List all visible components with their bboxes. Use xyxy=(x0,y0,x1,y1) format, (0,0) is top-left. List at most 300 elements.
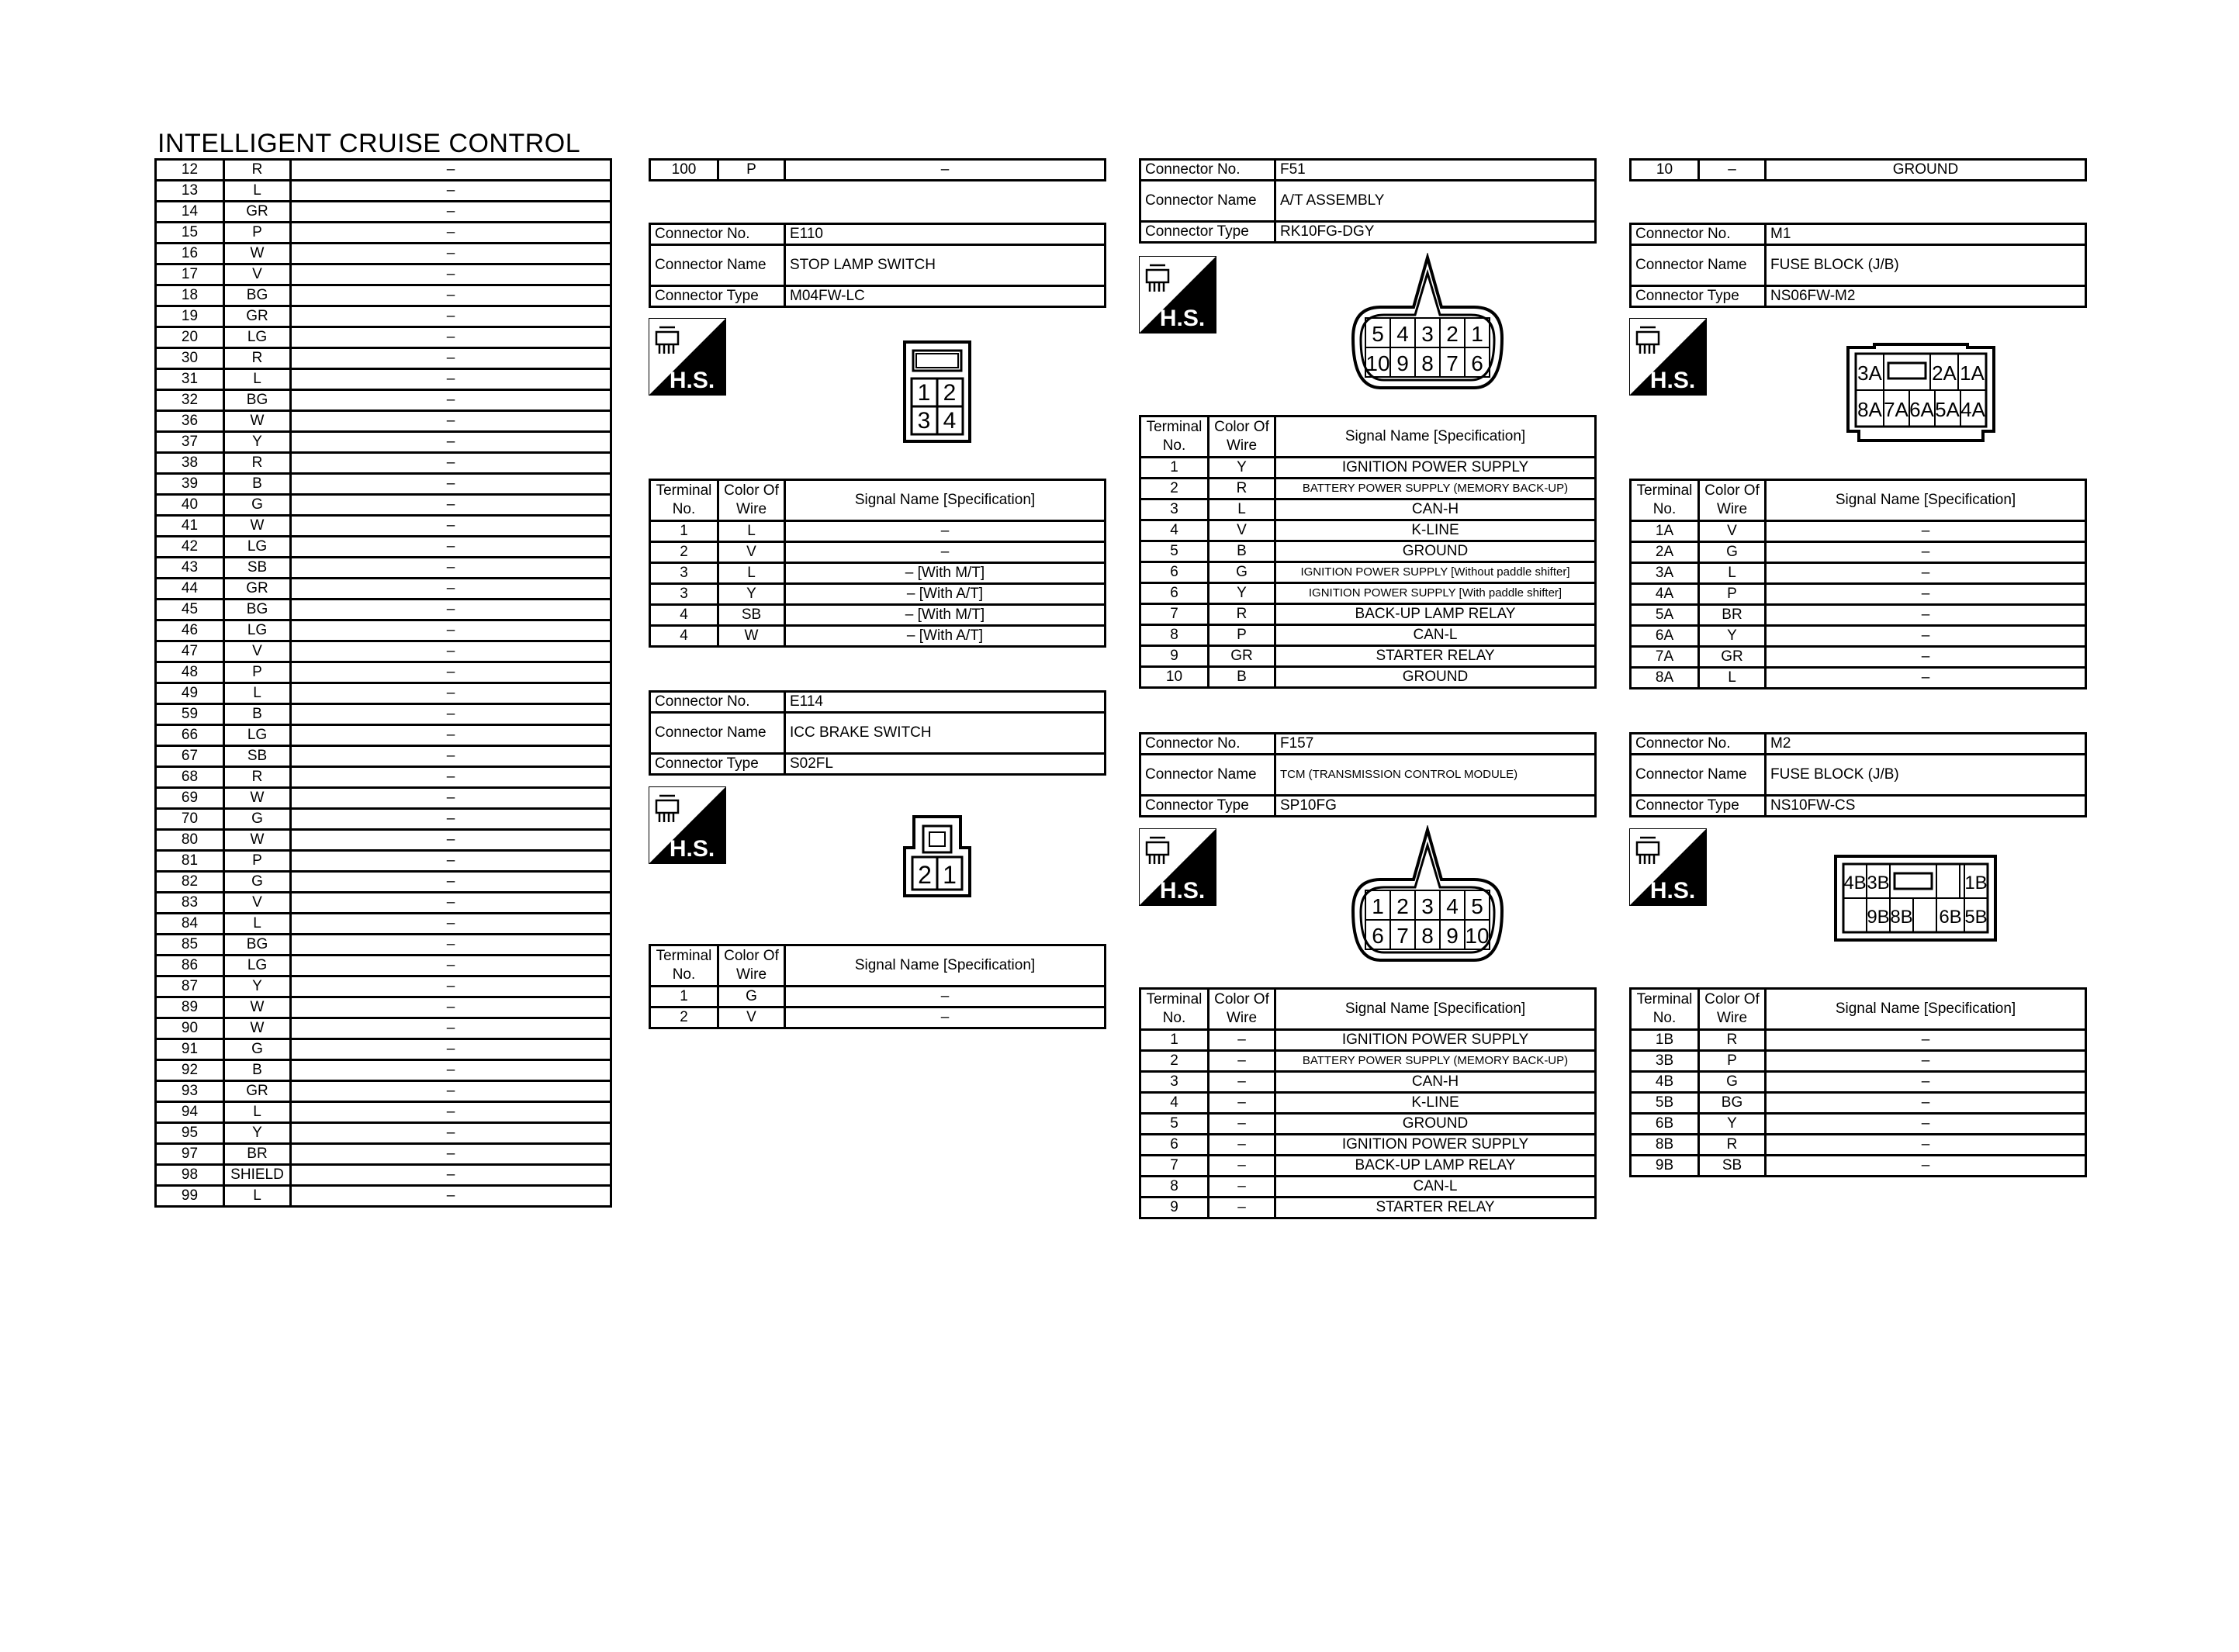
connector-name-value: STOP LAMP SWITCH xyxy=(785,245,1106,286)
signal-name: – xyxy=(785,521,1106,542)
terminal-no: 3B xyxy=(1631,1051,1699,1072)
terminal-no: 4B xyxy=(1631,1072,1699,1093)
signal-name: – xyxy=(291,453,611,474)
signal-name: STARTER RELAY xyxy=(1275,1198,1596,1218)
table-row xyxy=(156,976,611,997)
pin-label: 3B xyxy=(1867,873,1890,893)
wire-color: – xyxy=(1209,1198,1275,1218)
table-row xyxy=(156,327,611,348)
wire-color: GR xyxy=(224,202,291,223)
terminal-no: 6 xyxy=(1140,562,1209,583)
signal-name: – xyxy=(1766,542,2086,563)
signal-name-header: Signal Name [Specification] xyxy=(1766,480,2086,521)
svg-text:H.S.: H.S. xyxy=(1159,306,1206,331)
signal-name: – xyxy=(291,579,611,600)
signal-name: IGNITION POWER SUPPLY xyxy=(1275,1030,1596,1051)
table-row xyxy=(1631,1093,2086,1114)
signal-name: – xyxy=(1766,1072,2086,1093)
terminal-no: 10 xyxy=(1140,667,1209,688)
connector-name-label: Connector Name xyxy=(1140,755,1275,796)
pin-label: 6 xyxy=(1471,351,1483,375)
pin-label: 9B xyxy=(1867,907,1890,928)
signal-name-header: Signal Name [Specification] xyxy=(785,945,1106,987)
wire-color: L xyxy=(1699,668,1766,689)
signal-name: – xyxy=(291,181,611,202)
terminal-no: 7 xyxy=(1140,604,1209,625)
signal-name: – [With A/T] xyxy=(785,626,1106,647)
terminal-no: 1 xyxy=(650,987,718,1007)
signal-name: IGNITION POWER SUPPLY xyxy=(1275,1135,1596,1156)
signal-name: – xyxy=(291,725,611,746)
pin-label: 3 xyxy=(917,408,931,434)
table-row xyxy=(1140,479,1596,499)
connector-type-label: Connector Type xyxy=(1631,796,1766,817)
terminal-no: 3 xyxy=(650,584,718,605)
wire-color: G xyxy=(718,987,785,1007)
signal-name: – xyxy=(291,600,611,620)
terminal-no: 86 xyxy=(156,956,224,976)
table-row xyxy=(1631,605,2086,626)
signal-name: – xyxy=(291,264,611,285)
pin-label: 4 xyxy=(1446,894,1459,918)
table-row xyxy=(650,563,1106,584)
table-row xyxy=(1140,646,1596,667)
wire-color: B xyxy=(1209,541,1275,562)
svg-text:H.S.: H.S. xyxy=(1649,368,1696,393)
terminal-no: 1B xyxy=(1631,1030,1699,1051)
table-row xyxy=(156,767,611,788)
wire-color: GR xyxy=(1209,646,1275,667)
terminal-no: 5A xyxy=(1631,605,1699,626)
pin-label: 9 xyxy=(1396,351,1409,375)
wire-color: W xyxy=(718,626,785,647)
wire-color: Y xyxy=(718,584,785,605)
wire-color: L xyxy=(718,563,785,584)
wire-color: L xyxy=(224,1186,291,1207)
signal-name: IGNITION POWER SUPPLY xyxy=(1275,458,1596,479)
terminal-no: 3A xyxy=(1631,563,1699,584)
wire-color: LG xyxy=(224,956,291,976)
pin-label: 10 xyxy=(1465,924,1490,948)
terminal-no: 4 xyxy=(650,626,718,647)
table-row xyxy=(156,264,611,285)
m2-info-table xyxy=(1629,732,2087,817)
table-row xyxy=(156,181,611,202)
table-row xyxy=(1631,626,2086,647)
wire-color: L xyxy=(224,181,291,202)
signal-name: K-LINE xyxy=(1275,520,1596,541)
table-row xyxy=(156,746,611,767)
table-row xyxy=(156,285,611,306)
terminal-no: 30 xyxy=(156,348,224,369)
table-row xyxy=(650,160,1106,181)
pin-label: 8 xyxy=(1421,351,1434,375)
table-row xyxy=(1140,562,1596,583)
table-row xyxy=(1631,1135,2086,1156)
terminal-no-header: Terminal No. xyxy=(650,945,718,987)
wire-color: BG xyxy=(224,390,291,411)
signal-name: – xyxy=(785,542,1106,563)
terminal-no: 4 xyxy=(1140,1093,1209,1114)
terminal-no: 8 xyxy=(1140,1177,1209,1198)
terminal-no: 38 xyxy=(156,453,224,474)
signal-name: – xyxy=(291,893,611,914)
table-row xyxy=(156,935,611,956)
pin-label: 4 xyxy=(943,408,957,434)
terminal-no: 37 xyxy=(156,432,224,453)
f157-info-table xyxy=(1139,732,1597,817)
terminal-no: 89 xyxy=(156,997,224,1018)
pin-label: 1 xyxy=(943,861,957,889)
wire-color: G xyxy=(224,809,291,830)
wire-color: GR xyxy=(224,1081,291,1102)
signal-name: – xyxy=(1766,1135,2086,1156)
signal-name: – xyxy=(291,976,611,997)
hs-harness-side-icon xyxy=(1139,256,1216,334)
signal-name: – xyxy=(291,704,611,725)
terminal-no: 2 xyxy=(650,1007,718,1028)
e114-connector-diagram xyxy=(901,812,973,903)
wire-color: G xyxy=(224,495,291,516)
terminal-no: 19 xyxy=(156,306,224,327)
table-row xyxy=(156,893,611,914)
wire-color: LG xyxy=(224,327,291,348)
table-row xyxy=(156,1186,611,1207)
wire-color: Y xyxy=(1209,458,1275,479)
wire-color: BG xyxy=(1699,1093,1766,1114)
signal-name: – xyxy=(291,369,611,390)
connector-type-value: SP10FG xyxy=(1275,796,1596,817)
wire-color: W xyxy=(224,1018,291,1039)
table-row xyxy=(1631,647,2086,668)
table-row xyxy=(156,851,611,872)
signal-name: – xyxy=(291,516,611,537)
wire-color: BR xyxy=(224,1144,291,1165)
page-title: INTELLIGENT CRUISE CONTROL xyxy=(157,129,581,158)
pin-label: 8 xyxy=(1421,924,1434,948)
color-of-wire-header: Color Of Wire xyxy=(1699,480,1766,521)
table-row xyxy=(156,306,611,327)
connector-type-value: RK10FG-DGY xyxy=(1275,222,1596,243)
table-row xyxy=(1140,1198,1596,1218)
connector-type-label: Connector Type xyxy=(650,286,785,307)
terminal-no: 4A xyxy=(1631,584,1699,605)
connector-no-value: E110 xyxy=(785,224,1106,245)
wire-color: R xyxy=(1209,479,1275,499)
signal-name: GROUND xyxy=(1275,667,1596,688)
terminal-no: 70 xyxy=(156,809,224,830)
wire-color: W xyxy=(224,411,291,432)
wire-color: BG xyxy=(224,285,291,306)
svg-text:H.S.: H.S. xyxy=(669,836,715,862)
signal-name: – xyxy=(291,327,611,348)
terminal-no: 14 xyxy=(156,202,224,223)
terminal-no: 9 xyxy=(1140,646,1209,667)
wire-color: L xyxy=(224,914,291,935)
signal-name: IGNITION POWER SUPPLY [Without paddle shifter] xyxy=(1275,562,1596,583)
color-of-wire-header: Color Of Wire xyxy=(718,945,785,987)
signal-name: – xyxy=(291,851,611,872)
table-row xyxy=(1631,1114,2086,1135)
wire-color: GR xyxy=(224,579,291,600)
wire-color: – xyxy=(1209,1051,1275,1072)
signal-name: – xyxy=(291,160,611,181)
table-row xyxy=(1140,1114,1596,1135)
table-row xyxy=(1140,458,1596,479)
pin-label: 7A xyxy=(1884,398,1909,421)
wire-color: P xyxy=(1699,1051,1766,1072)
signal-name: – xyxy=(291,244,611,264)
signal-name: – xyxy=(291,1186,611,1207)
color-of-wire-header: Color Of Wire xyxy=(1209,416,1275,458)
connector-name-value: TCM (TRANSMISSION CONTROL MODULE) xyxy=(1275,755,1596,796)
wire-color: LG xyxy=(224,725,291,746)
signal-name: – xyxy=(291,662,611,683)
terminal-no: 7A xyxy=(1631,647,1699,668)
wire-color: V xyxy=(224,264,291,285)
wire-color: L xyxy=(1699,563,1766,584)
signal-name: – xyxy=(291,537,611,558)
table-row xyxy=(1140,1177,1596,1198)
table-row xyxy=(156,725,611,746)
f51-info-table xyxy=(1139,158,1597,244)
terminal-no: 17 xyxy=(156,264,224,285)
table-row xyxy=(1631,1156,2086,1177)
table-row xyxy=(156,579,611,600)
connector-name-label: Connector Name xyxy=(650,713,785,754)
signal-name: – xyxy=(1766,1156,2086,1177)
signal-name: – xyxy=(291,809,611,830)
terminal-no: 15 xyxy=(156,223,224,244)
table-row xyxy=(1631,1072,2086,1093)
table-row xyxy=(650,521,1106,542)
table-row xyxy=(156,1039,611,1060)
wire-color: P xyxy=(718,160,785,181)
wire-color: R xyxy=(1699,1030,1766,1051)
connector-no-value: M2 xyxy=(1766,734,2086,755)
terminal-no: 93 xyxy=(156,1081,224,1102)
pin-label: 6B xyxy=(1939,907,1962,928)
wire-color: BG xyxy=(224,935,291,956)
table-row xyxy=(156,662,611,683)
wire-color: B xyxy=(224,474,291,495)
table-row xyxy=(156,390,611,411)
table-row xyxy=(1631,521,2086,542)
signal-name: – xyxy=(291,348,611,369)
m1-terminal-table xyxy=(1629,479,2087,689)
connector-name-label: Connector Name xyxy=(650,245,785,286)
terminal-no-header: Terminal No. xyxy=(1631,480,1699,521)
signal-name: – xyxy=(291,432,611,453)
pin-label: 9 xyxy=(1446,924,1459,948)
terminal-no: 97 xyxy=(156,1144,224,1165)
terminal-no: 40 xyxy=(156,495,224,516)
pin-label: 5B xyxy=(1964,907,1988,928)
signal-name-header: Signal Name [Specification] xyxy=(1275,416,1596,458)
wire-color: GR xyxy=(224,306,291,327)
signal-name-header: Signal Name [Specification] xyxy=(1275,989,1596,1030)
wire-color: – xyxy=(1209,1135,1275,1156)
table-row xyxy=(156,997,611,1018)
terminal-no: 69 xyxy=(156,788,224,809)
connector-type-label: Connector Type xyxy=(1140,222,1275,243)
signal-name: BACK-UP LAMP RELAY xyxy=(1275,604,1596,625)
table-row xyxy=(156,956,611,976)
signal-name: GROUND xyxy=(1275,1114,1596,1135)
wire-color: L xyxy=(224,1102,291,1123)
connector-type-value: NS06FW-M2 xyxy=(1766,286,2086,307)
wire-color: G xyxy=(224,1039,291,1060)
signal-name: BATTERY POWER SUPPLY (MEMORY BACK-UP) xyxy=(1275,1051,1596,1072)
signal-name: – xyxy=(291,223,611,244)
wire-color: B xyxy=(1209,667,1275,688)
hs-harness-side-icon xyxy=(649,786,726,864)
table-row xyxy=(156,872,611,893)
terminal-no: 4 xyxy=(1140,520,1209,541)
signal-name: – xyxy=(291,767,611,788)
signal-name: CAN-H xyxy=(1275,1072,1596,1093)
wire-color: – xyxy=(1699,160,1766,181)
connector-no-value: F51 xyxy=(1275,160,1596,181)
signal-name: – xyxy=(291,390,611,411)
table-row xyxy=(156,1144,611,1165)
wire-color: SB xyxy=(1699,1156,1766,1177)
terminal-no: 5 xyxy=(1140,541,1209,562)
col1-terminal-table xyxy=(154,158,612,1208)
table-row xyxy=(1140,1072,1596,1093)
e114-info-table xyxy=(649,690,1106,776)
pin-label: 8A xyxy=(1857,398,1882,421)
connector-type-label: Connector Type xyxy=(1631,286,1766,307)
terminal-no: 47 xyxy=(156,641,224,662)
wire-color: G xyxy=(224,872,291,893)
terminal-no: 46 xyxy=(156,620,224,641)
signal-name: – xyxy=(1766,563,2086,584)
svg-text:H.S.: H.S. xyxy=(669,368,715,393)
signal-name: STARTER RELAY xyxy=(1275,646,1596,667)
table-row xyxy=(1140,667,1596,688)
connector-no-value: F157 xyxy=(1275,734,1596,755)
signal-name: – xyxy=(291,746,611,767)
table-row xyxy=(1631,563,2086,584)
terminal-no: 98 xyxy=(156,1165,224,1186)
f51-terminal-table xyxy=(1139,415,1597,689)
pin-label: 2 xyxy=(1396,894,1409,918)
wire-color: – xyxy=(1209,1156,1275,1177)
terminal-no: 80 xyxy=(156,830,224,851)
signal-name: CAN-L xyxy=(1275,1177,1596,1198)
wire-color: Y xyxy=(1699,626,1766,647)
terminal-no: 67 xyxy=(156,746,224,767)
pin-label: 1B xyxy=(1964,873,1988,893)
pin-label: 5A xyxy=(1935,398,1960,421)
table-row xyxy=(156,830,611,851)
col4-top-table xyxy=(1629,158,2087,181)
hs-harness-side-icon xyxy=(1629,828,1707,906)
table-row xyxy=(156,411,611,432)
table-row xyxy=(1140,520,1596,541)
wire-color: Y xyxy=(224,1123,291,1144)
signal-name: – xyxy=(785,987,1106,1007)
table-row xyxy=(156,1123,611,1144)
wire-color: R xyxy=(224,160,291,181)
terminal-no-header: Terminal No. xyxy=(650,480,718,521)
color-of-wire-header: Color Of Wire xyxy=(718,480,785,521)
pin-label: 2A xyxy=(1932,361,1957,385)
signal-name: – xyxy=(291,683,611,704)
table-row xyxy=(1140,499,1596,520)
wire-color: – xyxy=(1209,1114,1275,1135)
terminal-no: 6 xyxy=(1140,583,1209,604)
wire-color: Y xyxy=(1209,583,1275,604)
wire-color: V xyxy=(224,893,291,914)
terminal-no: 3 xyxy=(1140,499,1209,520)
terminal-no: 36 xyxy=(156,411,224,432)
table-row xyxy=(156,600,611,620)
table-row xyxy=(650,584,1106,605)
signal-name: BATTERY POWER SUPPLY (MEMORY BACK-UP) xyxy=(1275,479,1596,499)
terminal-no: 2 xyxy=(1140,1051,1209,1072)
terminal-no: 68 xyxy=(156,767,224,788)
wire-color: G xyxy=(1209,562,1275,583)
wire-color: L xyxy=(224,683,291,704)
pin-label: 2 xyxy=(1446,322,1459,346)
signal-name: – xyxy=(1766,647,2086,668)
terminal-no: 4 xyxy=(650,605,718,626)
pin-label: 3A xyxy=(1857,361,1882,385)
table-row xyxy=(156,914,611,935)
table-row xyxy=(1140,1030,1596,1051)
signal-name: – xyxy=(291,872,611,893)
wire-color: G xyxy=(1699,542,1766,563)
connector-name-label: Connector Name xyxy=(1631,245,1766,286)
table-row xyxy=(156,474,611,495)
svg-text:H.S.: H.S. xyxy=(1649,878,1696,904)
pin-label: 1 xyxy=(1372,894,1384,918)
hs-harness-side-icon xyxy=(1139,828,1216,906)
wire-color: B xyxy=(224,704,291,725)
pin-label: 7 xyxy=(1396,924,1409,948)
m2-connector-diagram xyxy=(1832,853,1998,947)
connector-name-label: Connector Name xyxy=(1140,181,1275,222)
wire-color: L xyxy=(224,369,291,390)
terminal-no: 9 xyxy=(1140,1198,1209,1218)
terminal-no: 1A xyxy=(1631,521,1699,542)
m1-connector-diagram xyxy=(1845,341,1997,448)
pin-label: 2 xyxy=(943,380,957,406)
wire-color: Y xyxy=(1699,1114,1766,1135)
table-row xyxy=(156,516,611,537)
col2-top-table xyxy=(649,158,1106,181)
pin-label: 4 xyxy=(1396,322,1409,346)
connector-type-value: NS10FW-CS xyxy=(1766,796,2086,817)
table-row xyxy=(156,223,611,244)
table-row xyxy=(156,788,611,809)
f51-connector-diagram xyxy=(1350,253,1505,396)
m2-terminal-table xyxy=(1629,987,2087,1177)
terminal-no: 5 xyxy=(1140,1114,1209,1135)
table-row xyxy=(1140,1093,1596,1114)
terminal-no: 66 xyxy=(156,725,224,746)
wire-color: SB xyxy=(224,746,291,767)
signal-name: IGNITION POWER SUPPLY [With paddle shifter] xyxy=(1275,583,1596,604)
signal-name: – xyxy=(291,1018,611,1039)
signal-name: – xyxy=(1766,1051,2086,1072)
hs-harness-side-icon xyxy=(649,318,726,396)
signal-name: – xyxy=(1766,1030,2086,1051)
terminal-no: 91 xyxy=(156,1039,224,1060)
terminal-no: 81 xyxy=(156,851,224,872)
